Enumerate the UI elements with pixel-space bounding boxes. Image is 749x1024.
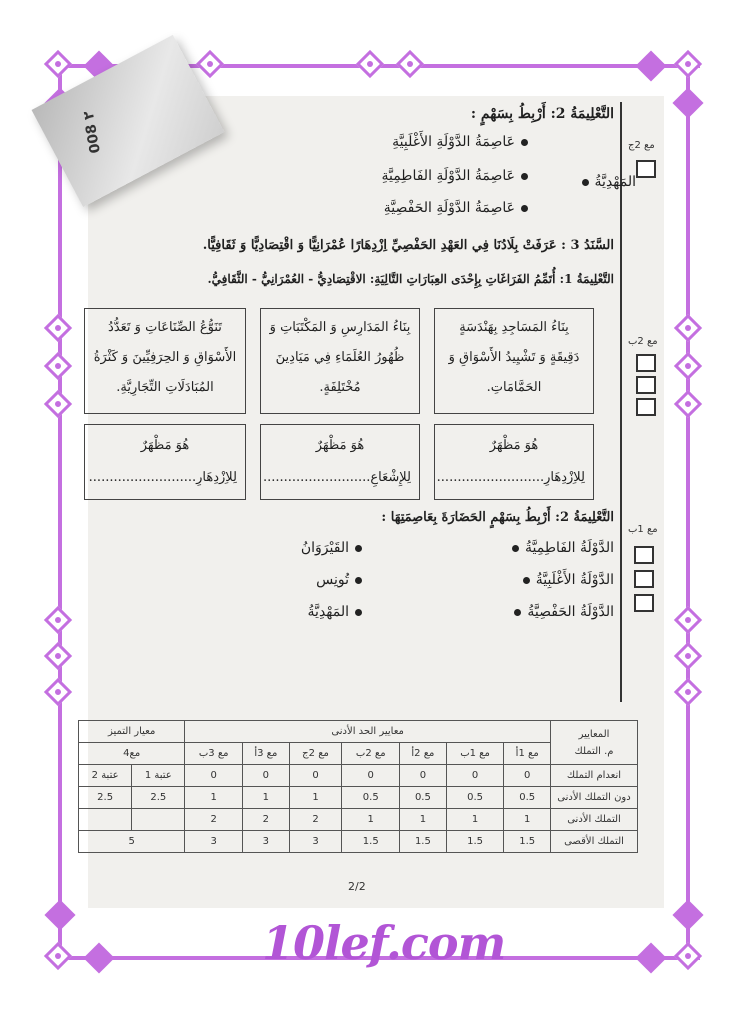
top-city	[576, 174, 636, 190]
bullet-dot	[521, 139, 528, 146]
table-cell: 3	[289, 831, 342, 853]
table-col: مع 1ب	[446, 743, 504, 765]
frame-ornament-diamond	[83, 942, 114, 973]
table-col: مع 3أ	[243, 743, 290, 765]
table-cell: 1.5	[400, 831, 447, 853]
table-cell: 0	[342, 765, 400, 787]
bullet-dot	[512, 545, 519, 552]
table-col-exc: مع4	[79, 743, 185, 765]
score-box	[634, 546, 654, 564]
table-col: مع 3ب	[185, 743, 243, 765]
table-cell: 0	[289, 765, 342, 787]
row-label: انعدام التملك	[551, 765, 638, 787]
top-item-1-text: عَاصِمَةُ الدَّوْلَةِ الأَغْلَبِيَّةِ	[392, 134, 515, 150]
frame-ornament-ring	[674, 642, 702, 670]
score-box	[634, 570, 654, 588]
bullet-dot	[355, 577, 362, 584]
score-box	[634, 594, 654, 612]
frame-ornament-ring-tl	[44, 50, 72, 78]
table-cell: 2	[185, 809, 243, 831]
score-box	[636, 376, 656, 394]
table-cell: 0.5	[446, 787, 504, 809]
top-instruction-heading: التَّعْلِيمَةُ 2: أَرْبِطُ بِسَهْمٍ :	[470, 106, 614, 122]
table-cell: 2	[289, 809, 342, 831]
table-row	[79, 765, 638, 787]
table-cell	[132, 809, 185, 831]
table-col: مع 2أ	[400, 743, 447, 765]
table-cell: 1	[446, 809, 504, 831]
match-right-1	[301, 540, 368, 556]
frame-ornament-ring	[44, 606, 72, 634]
criteria-label: المعايير	[578, 728, 610, 740]
frame-ornament-ring-bl	[44, 942, 72, 970]
row-label: دون التملك الأدنى	[551, 787, 638, 809]
table-cell: 0.5	[400, 787, 447, 809]
top-item-2	[381, 168, 534, 184]
frame-ornament-ring	[196, 50, 224, 78]
match-left-2	[517, 572, 614, 588]
bullet-dot	[582, 179, 589, 186]
frame-ornament-ring	[44, 678, 72, 706]
frame-right-line	[686, 56, 690, 966]
table-row	[79, 831, 638, 853]
top-item-2-text: عَاصِمَةُ الدَّوْلَةِ الفَاطِمِيَّةِ	[381, 168, 515, 184]
answer-left-label: هُوَ مَظْهَرٌ	[140, 438, 190, 453]
frame-left-line	[58, 56, 62, 966]
table-cell: 1	[342, 809, 400, 831]
frame-ornament-ring	[44, 642, 72, 670]
table-exc-header: معيار التميز	[79, 721, 185, 743]
table-cell: 5	[79, 831, 185, 853]
frame-ornament-ring-tr	[674, 50, 702, 78]
frame-ornament-ring	[396, 50, 424, 78]
frame-ornament-ring-br	[674, 942, 702, 970]
side-label-1b: مع 1ب	[628, 524, 658, 535]
table-cell: 1.5	[446, 831, 504, 853]
bullet-dot	[521, 205, 528, 212]
table-cell: 2.5	[132, 787, 185, 809]
score-box	[636, 160, 656, 178]
table-cell: 0	[446, 765, 504, 787]
site-watermark-logo: 10lef.com	[262, 916, 506, 970]
match-left-2-text: الدَّوْلَةُ الأَغْلَبِيَّةُ	[535, 572, 614, 588]
match-right-3	[308, 604, 368, 620]
match-right-3-text: المَهْدِيَّةُ	[307, 604, 349, 620]
table-col: مع 1أ	[504, 743, 551, 765]
frame-ornament-ring	[44, 352, 72, 380]
frame-ornament-ring	[674, 314, 702, 342]
score-box	[636, 354, 656, 372]
answer-box-middle	[260, 424, 420, 500]
table-cell: عتبة 2	[79, 765, 132, 787]
table-cell: 0	[185, 765, 243, 787]
bullet-dot	[355, 609, 362, 616]
bullet-dot	[521, 173, 528, 180]
match-left-1-text: الدَّوْلَةُ الفَاطِمِيَّةُ	[525, 540, 614, 556]
score-box	[636, 398, 656, 416]
table-cell: 1	[400, 809, 447, 831]
side-label-2b: مع 2ب	[628, 336, 658, 347]
table-min-header: معايير الحد الأدنى	[185, 721, 551, 743]
top-city-text: المَهْدِيَّةُ	[594, 174, 636, 190]
mastery-label: م. التملك	[574, 745, 614, 757]
table-row	[79, 787, 638, 809]
table-cell: 1	[289, 787, 342, 809]
frame-ornament-ring	[674, 678, 702, 706]
table-col: مع 2ب	[342, 743, 400, 765]
answer-box-left	[84, 424, 246, 500]
match-right-2	[316, 572, 368, 588]
frame-ornament-diamond	[635, 942, 666, 973]
frame-ornament-diamond	[635, 50, 666, 81]
match-left-3-text: الدَّوْلَةُ الحَفْصِيَّةُ	[527, 604, 614, 620]
table-cell: 0.5	[342, 787, 400, 809]
margin-divider	[620, 102, 622, 702]
grading-criteria-table	[78, 720, 638, 853]
frame-ornament-diamond	[44, 899, 75, 930]
table-cell: 0	[504, 765, 551, 787]
table-cell: 1.5	[342, 831, 400, 853]
instruction-1: التَّعْلِيمَةُ 1: أُتَمِّمُ الفَرَاغَاتِ بِإِحْدَى العِبَارَاتِ التَّالِيَةِ: الاقْتِصَادِيُّ - العُمْرَانِيُّ - الثَّقَافِيُّ.	[207, 272, 614, 286]
table-row	[79, 809, 638, 831]
answer-right-label: هُوَ مَظْهَرٌ	[489, 438, 539, 453]
folded-corner-text: 008 ٢	[80, 109, 104, 155]
frame-ornament-ring	[44, 390, 72, 418]
table-cell: 1	[504, 809, 551, 831]
table-cell: 3	[185, 831, 243, 853]
frame-ornament-ring	[674, 606, 702, 634]
situation-text: السَّنَدُ 3 : عَرَفَتْ بِلَادُنَا فِي العَهْدِ الحَفْصِيِّ اِزْدِهَارًا عُمْرَانِيًّا وَ اقْتِصَادِيًّا وَ ثَقَافِيًّا.	[202, 238, 614, 253]
bullet-dot	[355, 545, 362, 552]
table-cell: 1	[185, 787, 243, 809]
table-cell	[79, 809, 132, 831]
table-cell: 3	[243, 831, 290, 853]
answer-middle-blank[interactable]: لِلإِشْعَاعِ..........................	[262, 470, 411, 485]
match-right-1-text: القَيْرَوَانُ	[300, 540, 349, 556]
frame-ornament-ring	[674, 352, 702, 380]
table-criteria-header	[551, 721, 638, 765]
table-cell: 1	[243, 787, 290, 809]
page-number: 2/2	[348, 880, 366, 893]
bullet-dot	[523, 577, 530, 584]
row-label: التملك الأدنى	[551, 809, 638, 831]
exercise-box-middle: بِنَاءُ المَدَارِسِ وَ المَكْتَبَاتِ وَ ظُهُورُ العُلَمَاءِ فِي مَيَادِينَ مُخْتَلِفَةٍ.	[260, 308, 420, 414]
frame-ornament-diamond	[672, 899, 703, 930]
top-item-3	[384, 200, 534, 216]
table-cell: 0.5	[504, 787, 551, 809]
frame-ornament-ring	[356, 50, 384, 78]
answer-middle-label: هُوَ مَظْهَرٌ	[315, 438, 365, 453]
exercise-box-left: تَنَوُّعُ الصِّنَاعَاتِ وَ تَعَدُّدُ الأَسْوَاقِ وَ الحِرَفِيِّينَ وَ كَثْرَةُ المُبَادَلَاتِ التِّجَارِيَّةِ.	[84, 308, 246, 414]
top-item-3-text: عَاصِمَةُ الدَّوْلَةِ الحَفْصِيَّةِ	[383, 200, 515, 216]
table-header-row	[79, 721, 638, 743]
answer-box-right	[434, 424, 594, 500]
table-cell: 2.5	[79, 787, 132, 809]
table-cell: 1.5	[504, 831, 551, 853]
side-label-2j: مع 2ج	[628, 140, 655, 151]
answer-right-blank[interactable]: لِلاِزْدِهَارِ..........................	[436, 470, 585, 485]
frame-ornament-ring	[44, 314, 72, 342]
match-right-2-text: تُونِس	[316, 572, 349, 588]
bullet-dot	[514, 609, 521, 616]
table-cell: 2	[243, 809, 290, 831]
exercise-box-right: بِنَاءُ المَسَاجِدِ بِهَنْدَسَةٍ دَقِيقَةٍ وَ تَشْيِيدُ الأَسْوَاقِ وَ الحَمَّامَاتِ.	[434, 308, 594, 414]
row-label: التملك الأقصى	[551, 831, 638, 853]
frame-ornament-diamond	[672, 87, 703, 118]
table-cell: عتبة 1	[132, 765, 185, 787]
table-col: مع 2ج	[289, 743, 342, 765]
match-left-3	[508, 604, 614, 620]
match-left-1	[506, 540, 614, 556]
table-cell: 0	[243, 765, 290, 787]
table-cell: 0	[400, 765, 447, 787]
exam-paper-photo	[80, 96, 664, 908]
frame-ornament-ring	[674, 390, 702, 418]
answer-left-blank[interactable]: لِلاِزْدِهَارِ..........................	[88, 470, 237, 485]
top-item-1	[392, 134, 534, 150]
instruction-2: التَّعْلِيمَةُ 2: أَرْبِطُ بِسَهْمٍ الحَضَارَةَ بِعَاصِمَتِهَا :	[381, 510, 614, 525]
